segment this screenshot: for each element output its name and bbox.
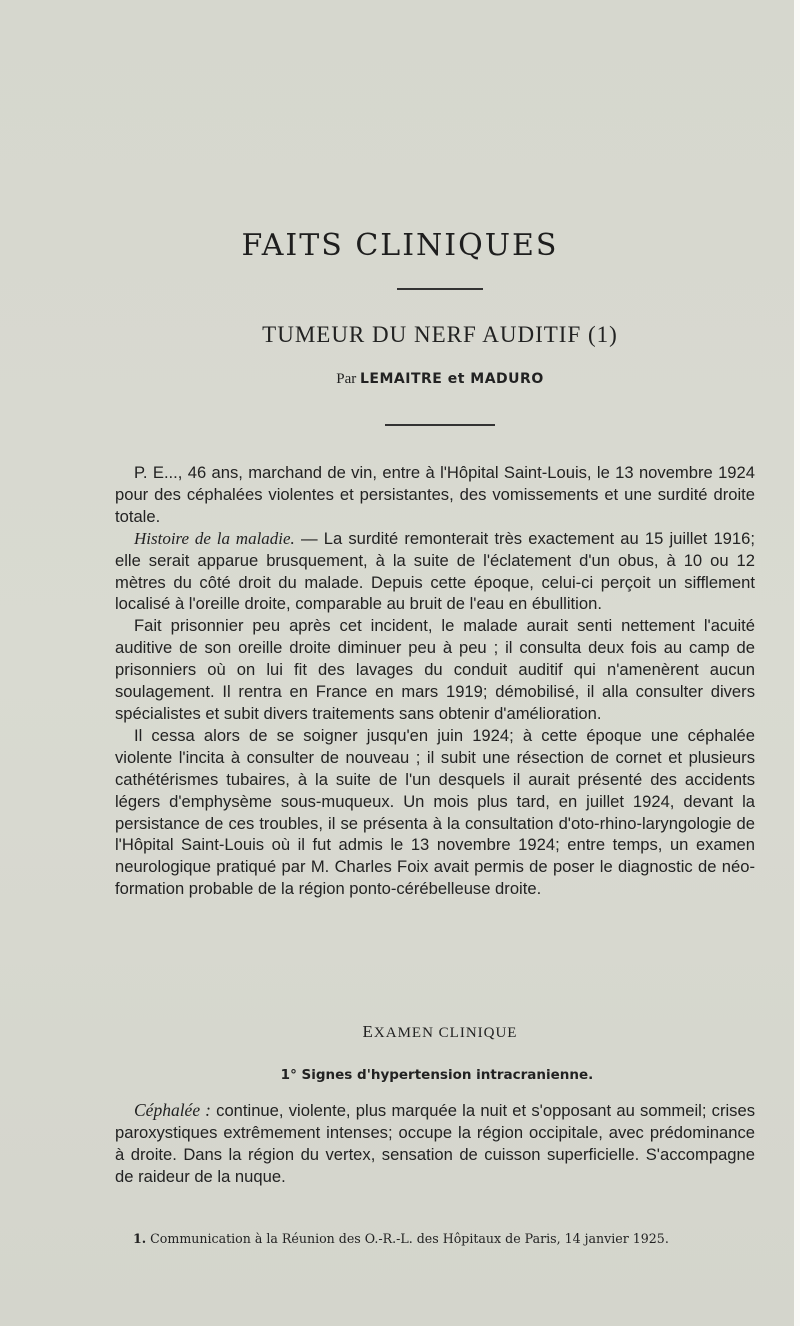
paragraph-text: P. E..., 46 ans, marchand de vin, entre à l'Hôpital Saint-Louis, le 13 novembre 1924 pour des céphalées violentes et persistantes, des vomissements et une surdité droite totale. bbox=[115, 463, 755, 526]
title-rule bbox=[397, 288, 483, 290]
byline-prefix: Par bbox=[336, 371, 357, 387]
footnote-number: 1. bbox=[133, 1231, 147, 1246]
footnote bbox=[115, 1229, 755, 1248]
article-title: TUMEUR DU NERF AUDITIF (1) bbox=[262, 322, 618, 347]
paragraph-text: Il cessa alors de se soigner jusqu'en juin 1924; à cette époque une céphalée violente l'incita à consulter de nouveau ; il subit une résection de cornet et plusieurs cathétérismes tubaires, à la suite de l'un desquels il aurait présenté des accidents légers d'emphysème sous-muqueux. Un mois plus tard, en juillet 1924, devant la persistance de ces troubles, il se présenta à la consultation d'oto-rhino-laryngologie de l'Hôpital Saint-Louis où il fut admis le 13 novembre 1924; entre temps, un examen neurologique pratiqué par M. Charles Foix avait permis de poser le diagnostic de néo-formation probable de la région ponto-cérébelleuse droite. bbox=[115, 725, 755, 899]
journal-section-title: FAITS CLINIQUES bbox=[241, 228, 559, 263]
section-initial: E bbox=[362, 1022, 374, 1041]
paragraph-intro bbox=[115, 462, 755, 528]
byline bbox=[0, 371, 800, 388]
paragraph-text: Fait prisonnier peu après cet incident, le malade aurait senti nettement l'acuité auditive de son oreille droite diminuer peu à peu ; il consulta deux fois au camp de prisonniers où on lui fit des lavages du conduit auditif qui n'amenèrent aucun soulagement. Il rentra en France en mars 1919; démobilisé, il alla consulter divers spécialistes et subit divers traitements sans obtenir d'amélioration. bbox=[115, 616, 755, 723]
paragraph-lead: Histoire de la maladie. bbox=[134, 528, 295, 548]
footnote-text: Communication à la Réunion des O.-R.-L. des Hôpitaux de Paris, 14 janvier 1925. bbox=[146, 1231, 669, 1246]
byline-rule bbox=[385, 424, 495, 426]
page-edge bbox=[794, 0, 800, 1326]
paragraph-history bbox=[115, 528, 755, 616]
article-body-continued bbox=[115, 1099, 755, 1188]
section-rest: XAMEN CLINIQUE bbox=[373, 1025, 518, 1041]
paragraph-lead: Céphalée : bbox=[134, 1100, 211, 1120]
paragraph-treatment bbox=[115, 725, 755, 900]
section-heading bbox=[0, 1022, 800, 1042]
paragraph-prisoner bbox=[115, 615, 755, 725]
paragraph-text: continue, violente, plus marquée la nuit et s'opposant au sommeil; crises paroxystiques extrêmement intenses; occupe la région occipitale, avec prédominance à droite. Dans la région du vertex, sensation de cuisson superficielle. S'accompagne de raideur de la nuque. bbox=[115, 1101, 755, 1186]
authors: LEMAITRE et MADURO bbox=[360, 371, 544, 387]
paragraph-cephalee bbox=[115, 1099, 755, 1188]
subsection-heading: 1° Signes d'hypertension intracranienne. bbox=[280, 1067, 594, 1083]
article-body bbox=[115, 462, 755, 900]
paragraph-text: — La surdité remonterait très exactement au 15 juillet 1916; elle serait apparue brusquement, à la suite de l'éclatement d'un obus, à 10 ou 12 mètres du côté droit du malade. Depuis cette époque, celui-ci perçoit un sifflement localisé à l'oreille droite, comparable au bruit de l'eau en ébullition. bbox=[115, 528, 755, 614]
